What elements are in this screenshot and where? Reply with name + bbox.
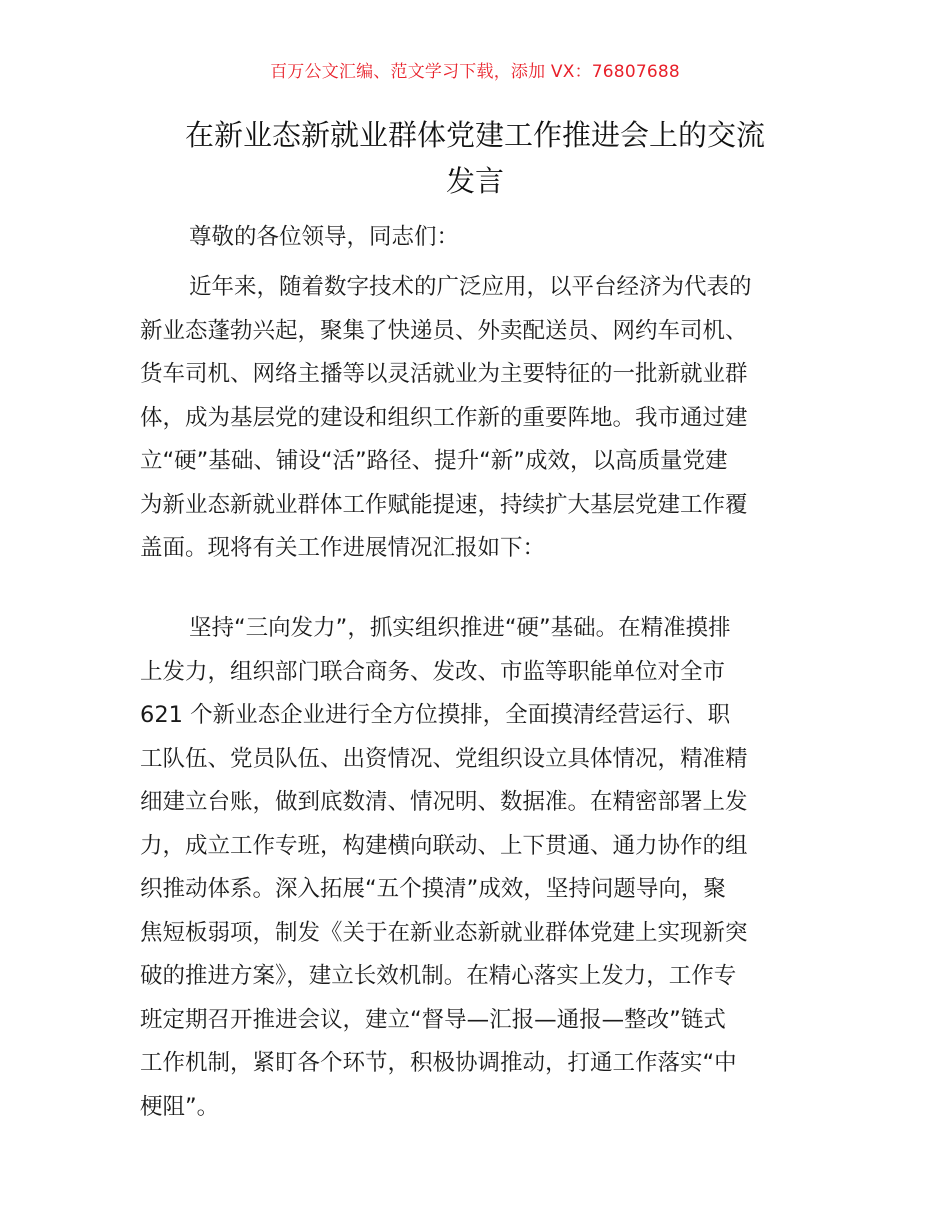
paragraph-line: 工作机制，紧盯各个环节，积极协调推动，打通工作落实“中 (140, 1050, 737, 1076)
paragraph-line: 梗阻”。 (140, 1093, 220, 1120)
paragraph-line: 焦短板弱项，制发《关于在新业态新就业群体党建上实现新突 (140, 919, 748, 946)
paragraph-line: 621 个新业态企业进行全方位摸排，全面摸清经营运行、职 (140, 702, 731, 728)
paragraph-line: 破的推进方案》，建立长效机制。在精心落实上发力，工作专 (140, 963, 737, 989)
paragraph-line: 体，成为基层党的建设和组织工作新的重要阵地。我市通过建 (140, 404, 748, 431)
paragraph-intro (140, 266, 815, 571)
paragraph-line: 立“硬”基础、铺设“活”路径、提升“新”成效，以高质量党建 (140, 448, 728, 474)
paragraph-line: 货车司机、网络主播等以灵活就业为主要特征的一批新就业群 (140, 361, 748, 387)
paragraph-line: 新业态蓬勃兴起，聚集了快递员、外卖配送员、网约车司机、 (140, 317, 748, 344)
paragraph-line: 盖面。现将有关工作进展情况汇报如下： (140, 535, 546, 561)
document-title (140, 112, 810, 204)
paragraph-line: 近年来，随着数字技术的广泛应用，以平台经济为代表的 (189, 274, 752, 300)
paragraph-line: 班定期召开推进会议，建立“督导—汇报—通报—整改”链式 (140, 1006, 726, 1033)
paragraph-three-directions (140, 607, 815, 1129)
watermark-header-note: 百万公文汇编、范文学习下载，添加 VX：76807688 (270, 62, 680, 82)
paragraph-line: 工队伍、党员队伍、出资情况、党组织设立具体情况，精准精 (140, 745, 748, 772)
paragraph-line: 力，成立工作专班，构建横向联动、上下贯通、通力协作的组 (140, 832, 748, 859)
paragraph-line: 细建立台账，做到底数清、情况明、数据准。在精密部署上发 (140, 789, 748, 815)
paragraph-line: 坚持“三向发力”，抓实组织推进“硬”基础。在精准摸排 (189, 615, 731, 641)
paragraph-line: 上发力，组织部门联合商务、发改、市监等职能单位对全市 (140, 658, 726, 685)
title-line-2: 发言 (445, 164, 504, 198)
paragraph-line: 织推动体系。深入拓展“五个摸清”成效，坚持问题导向，聚 (140, 876, 726, 902)
title-line-1: 在新业态新就业群体党建工作推进会上的交流 (184, 118, 765, 152)
paragraph-line: 为新业态新就业群体工作赋能提速，持续扩大基层党建工作覆 (140, 491, 748, 518)
salutation: 尊敬的各位领导，同志们： (189, 224, 460, 250)
